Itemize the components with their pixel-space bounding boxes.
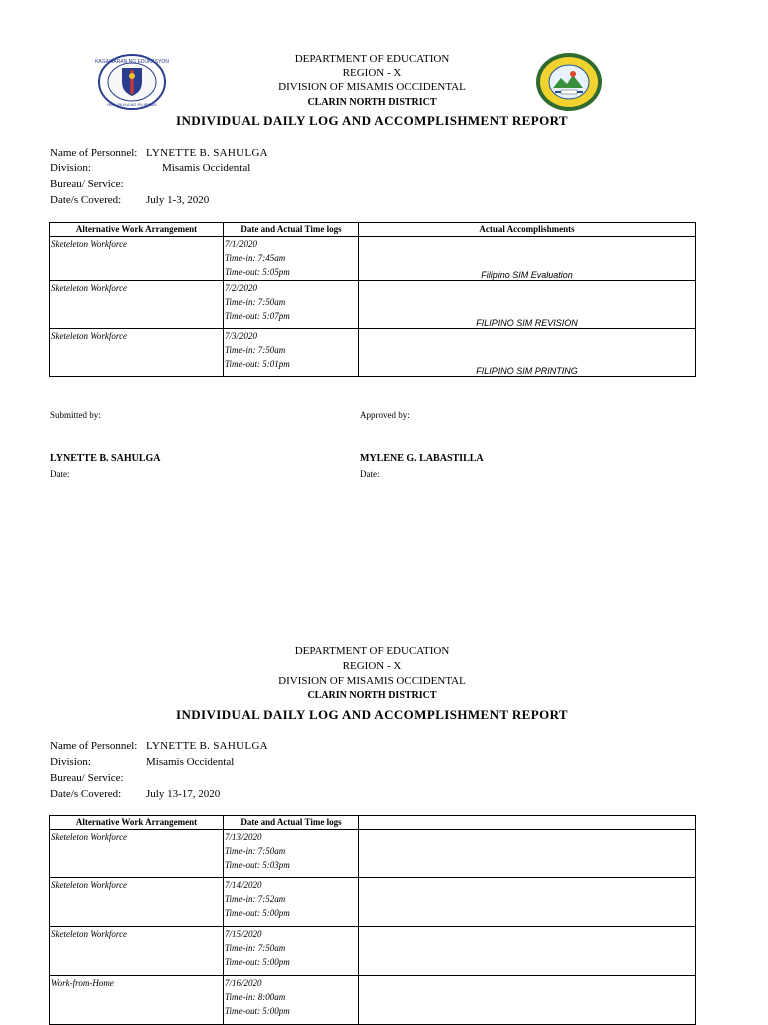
timelog-cell (224, 927, 359, 976)
name-label: Name of Personnel: (50, 740, 138, 752)
approver-date-label: Date: (360, 469, 380, 479)
arrangement-cell: Sketeleton Workforce (50, 878, 224, 927)
arrangement-cell: Sketeleton Workforce (50, 281, 224, 329)
dates-label: Date/s Covered: (50, 788, 122, 800)
col-timelogs-header: Date and Actual Time logs (224, 816, 359, 830)
log-timeout: Time-out: 5:01pm (225, 359, 290, 369)
division-label: Division: (50, 756, 91, 768)
dept-name: DEPARTMENT OF EDUCATION (294, 645, 450, 657)
log-timein: Time-in: 7:45am (225, 253, 286, 263)
log-timein: Time-in: 7:50am (225, 345, 286, 355)
approved-by-label: Approved by: (360, 410, 410, 420)
region-name: REGION - X (342, 67, 402, 79)
log-timeout: Time-out: 5:00pm (225, 1006, 290, 1016)
log-date: 7/14/2020 (225, 880, 262, 890)
col-accomplishments-header (359, 816, 696, 830)
timelog-cell (224, 830, 359, 878)
division-label: Division: (50, 162, 91, 174)
log-timein: Time-in: 7:50am (225, 846, 286, 856)
col-arrangement-header: Alternative Work Arrangement (50, 223, 224, 237)
svg-text:REPUBLIKA NG PILIPINAS: REPUBLIKA NG PILIPINAS (107, 102, 157, 107)
name-value: LYNETTE B. SAHULGA (146, 740, 268, 752)
arrangement-cell: Sketeleton Workforce (50, 237, 224, 281)
accomplishment-cell: FILIPINO SIM PRINTING (359, 329, 696, 377)
report-title: INDIVIDUAL DAILY LOG AND ACCOMPLISHMENT REPORT (176, 113, 568, 128)
log-table (49, 815, 696, 1025)
district-name: CLARIN NORTH DISTRICT (307, 690, 437, 701)
log-timeout: Time-out: 5:07pm (225, 311, 290, 321)
submitter-date-label: Date: (50, 469, 70, 479)
submitter-name: LYNETTE B. SAHULGA (50, 453, 161, 464)
accomplishment-cell: FILIPINO SIM REVISION (359, 281, 696, 329)
log-date: 7/16/2020 (225, 978, 262, 988)
name-value: LYNETTE B. SAHULGA (146, 147, 268, 159)
region-name: REGION - X (342, 660, 402, 672)
district-name: CLARIN NORTH DISTRICT (307, 97, 437, 108)
division-value: Misamis Occidental (146, 756, 235, 768)
division-value: Misamis Occidental (162, 162, 251, 174)
log-timein: Time-in: 8:00am (225, 992, 286, 1002)
dates-value: July 1-3, 2020 (146, 194, 210, 206)
svg-text:KAGAWARAN NG EDUKASYON: KAGAWARAN NG EDUKASYON (95, 59, 169, 65)
dates-value: July 13-17, 2020 (146, 788, 221, 800)
table-row (50, 878, 696, 927)
accomplishment-cell: Filipino SIM Evaluation (359, 237, 696, 281)
table-header-row (50, 816, 696, 830)
accomplishment-cell (359, 878, 696, 927)
report-2 (0, 640, 568, 1024)
dept-name: DEPARTMENT OF EDUCATION (294, 53, 450, 65)
bureau-label: Bureau/ Service: (50, 178, 124, 190)
log-timein: Time-in: 7:52am (225, 894, 286, 904)
col-arrangement-header: Alternative Work Arrangement (50, 816, 224, 830)
approver-name: MYLENE G. LABASTILLA (360, 453, 484, 464)
name-label: Name of Personnel: (50, 147, 138, 159)
log-timeout: Time-out: 5:05pm (225, 267, 290, 277)
col-timelogs-header: Date and Actual Time logs (224, 223, 359, 237)
accomplishment-cell (359, 976, 696, 1025)
log-date: 7/13/2020 (225, 832, 262, 842)
division-name: DIVISION OF MISAMIS OCCIDENTAL (278, 81, 466, 93)
accomplishment-cell (359, 830, 696, 878)
division-name: DIVISION OF MISAMIS OCCIDENTAL (278, 675, 466, 687)
log-timeout: Time-out: 5:03pm (225, 860, 290, 870)
arrangement-cell: Work-from-Home (50, 976, 224, 1025)
log-date: 7/2/2020 (225, 283, 258, 293)
arrangement-cell: Sketeleton Workforce (50, 830, 224, 878)
col-accomplishments-header: Actual Accomplishments (359, 223, 696, 237)
report-title: INDIVIDUAL DAILY LOG AND ACCOMPLISHMENT REPORT (176, 707, 568, 722)
table-row (50, 976, 696, 1025)
table-row (50, 830, 696, 878)
log-timeout: Time-out: 5:00pm (225, 908, 290, 918)
table-row (50, 927, 696, 976)
dates-label: Date/s Covered: (50, 194, 122, 206)
arrangement-cell: Sketeleton Workforce (50, 927, 224, 976)
log-date: 7/3/2020 (225, 331, 258, 341)
log-date: 7/1/2020 (225, 239, 258, 249)
log-date: 7/15/2020 (225, 929, 262, 939)
log-timeout: Time-out: 5:00pm (225, 957, 290, 967)
timelog-cell (224, 878, 359, 927)
log-timein: Time-in: 7:50am (225, 943, 286, 953)
accomplishment-cell (359, 927, 696, 976)
arrangement-cell: Sketeleton Workforce (50, 329, 224, 377)
bureau-label: Bureau/ Service: (50, 772, 124, 784)
log-timein: Time-in: 7:50am (225, 297, 286, 307)
timelog-cell (224, 976, 359, 1025)
submitted-by-label: Submitted by: (50, 410, 101, 420)
